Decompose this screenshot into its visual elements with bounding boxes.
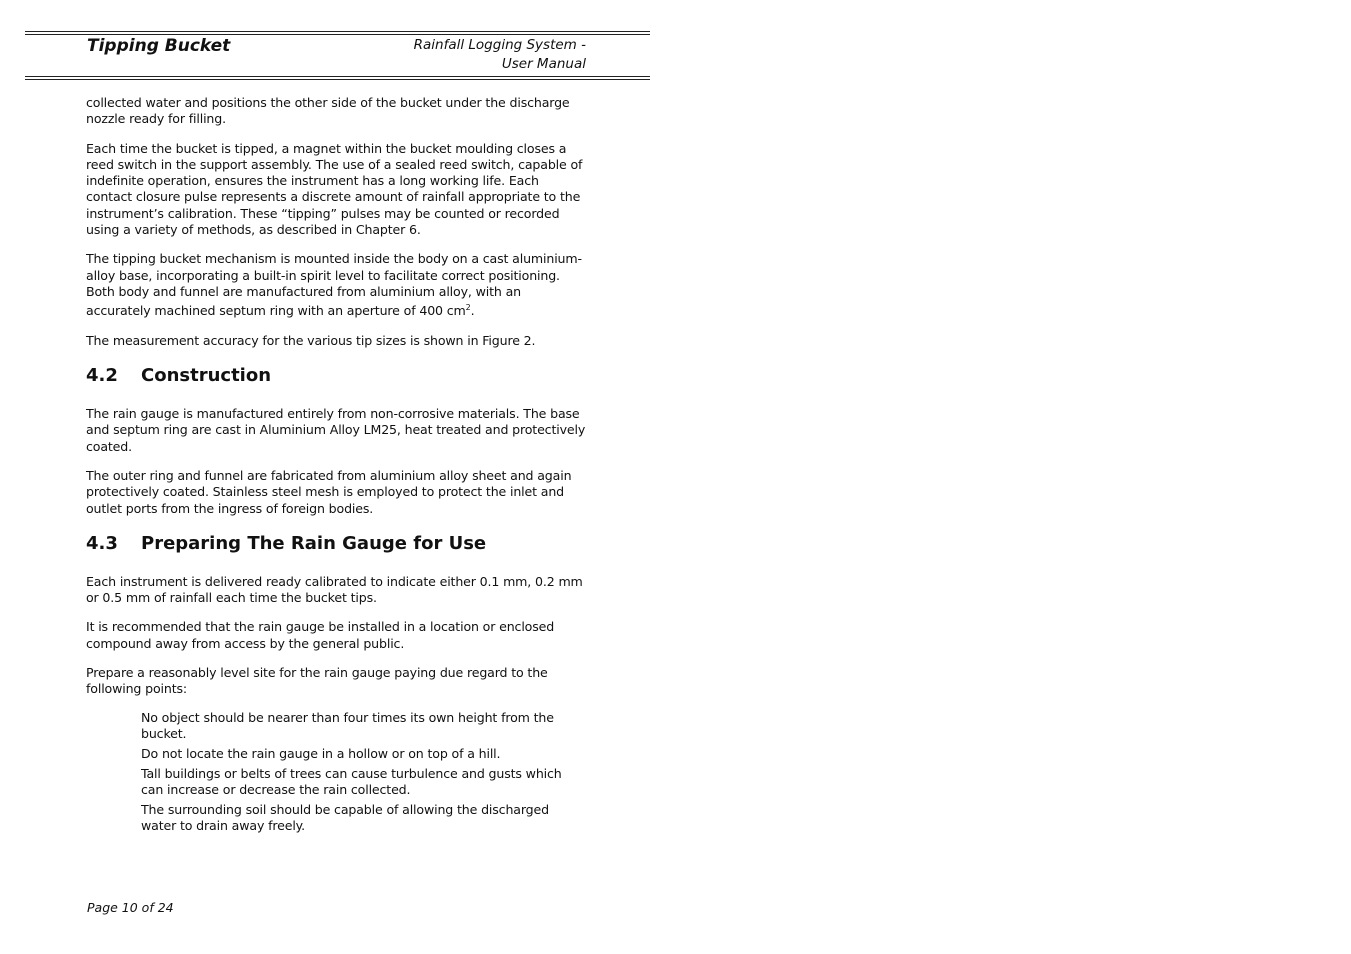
header-rule-bottom-1 <box>25 76 650 77</box>
section-number: 4.2 <box>86 365 118 387</box>
list-item: Tall buildings or belts of trees can cause turbulence and gusts which can increase or decrease the rain collected. <box>141 765 562 797</box>
header-subtitle-line1: Rainfall Logging System - <box>413 37 586 53</box>
header-rule-top-1 <box>25 31 650 32</box>
page-body <box>86 95 586 838</box>
preparing-paragraph-3: Prepare a reasonably level site for the rain gauge paying due regard to the following points: <box>86 665 548 697</box>
construction-paragraph-1: The rain gauge is manufactured entirely from non-corrosive materials. The base and septum ring are cast in Aluminium Alloy LM25, heat treated and protectively coated. <box>86 406 586 454</box>
header-rule-bottom-2 <box>25 79 650 80</box>
header-subtitle-line2: User Manual <box>501 56 586 72</box>
intro-paragraph-3 <box>86 251 586 319</box>
preparing-paragraph-1: Each instrument is delivered ready calibrated to indicate either 0.1 mm, 0.2 mm or 0.5 mm of rainfall each time the bucket tips. <box>86 573 583 606</box>
header-rule-top-2 <box>25 34 650 35</box>
preparing-paragraph-2: It is recommended that the rain gauge be installed in a location or enclosed compound away from access by the general public. <box>86 619 555 651</box>
page-number: Page 10 of 24 <box>87 900 174 915</box>
section-heading-preparing <box>86 533 586 554</box>
intro-paragraph-3-text: The tipping bucket mechanism is mounted inside the body on a cast aluminium-alloy base, incorporating a built-in spirit level to facilitate correct positioning. Both body and funnel are manufactured from aluminium alloy, with an accurately machined septum ring with an aperture of 400 cm <box>86 251 582 319</box>
intro-paragraph-3-end: . <box>470 303 475 319</box>
construction-paragraph-2: The outer ring and funnel are fabricated from aluminium alloy sheet and again protectively coated. Stainless steel mesh is employed to protect the inlet and outlet ports from the ingress of foreign bodies. <box>86 467 572 516</box>
header-subtitle <box>414 36 586 74</box>
superscript-2: 2 <box>465 303 471 313</box>
list-item: The surrounding soil should be capable of allowing the discharged water to drain away freely. <box>141 801 549 833</box>
section-heading-construction <box>86 365 586 386</box>
section-title: Construction <box>141 365 272 387</box>
header-title: Tipping Bucket <box>87 36 231 56</box>
intro-paragraph-4: The measurement accuracy for the various tip sizes is shown in Figure 2. <box>86 332 536 348</box>
section-number: 4.3 <box>86 532 118 554</box>
list-item: Do not locate the rain gauge in a hollow or on top of a hill. <box>141 745 501 761</box>
intro-paragraph-2: Each time the bucket is tipped, a magnet within the bucket moulding closes a reed switch in the support assembly. The use of a sealed reed switch, capable of indefinite operation, ensures the instrument has a long working life. Each contact closure pulse represents a discrete amount of rainfall appropriate to the instrument’s calibration. These “tipping” pulses may be counted or recorded using a variety of methods, as described in Chapter 6. <box>86 140 583 238</box>
intro-paragraph-1: collected water and positions the other side of the bucket under the discharge nozzle ready for filling. <box>86 95 570 127</box>
site-points-list <box>86 710 586 835</box>
section-title: Preparing The Rain Gauge for Use <box>141 532 487 554</box>
list-item: No object should be nearer than four times its own height from the bucket. <box>141 709 554 741</box>
